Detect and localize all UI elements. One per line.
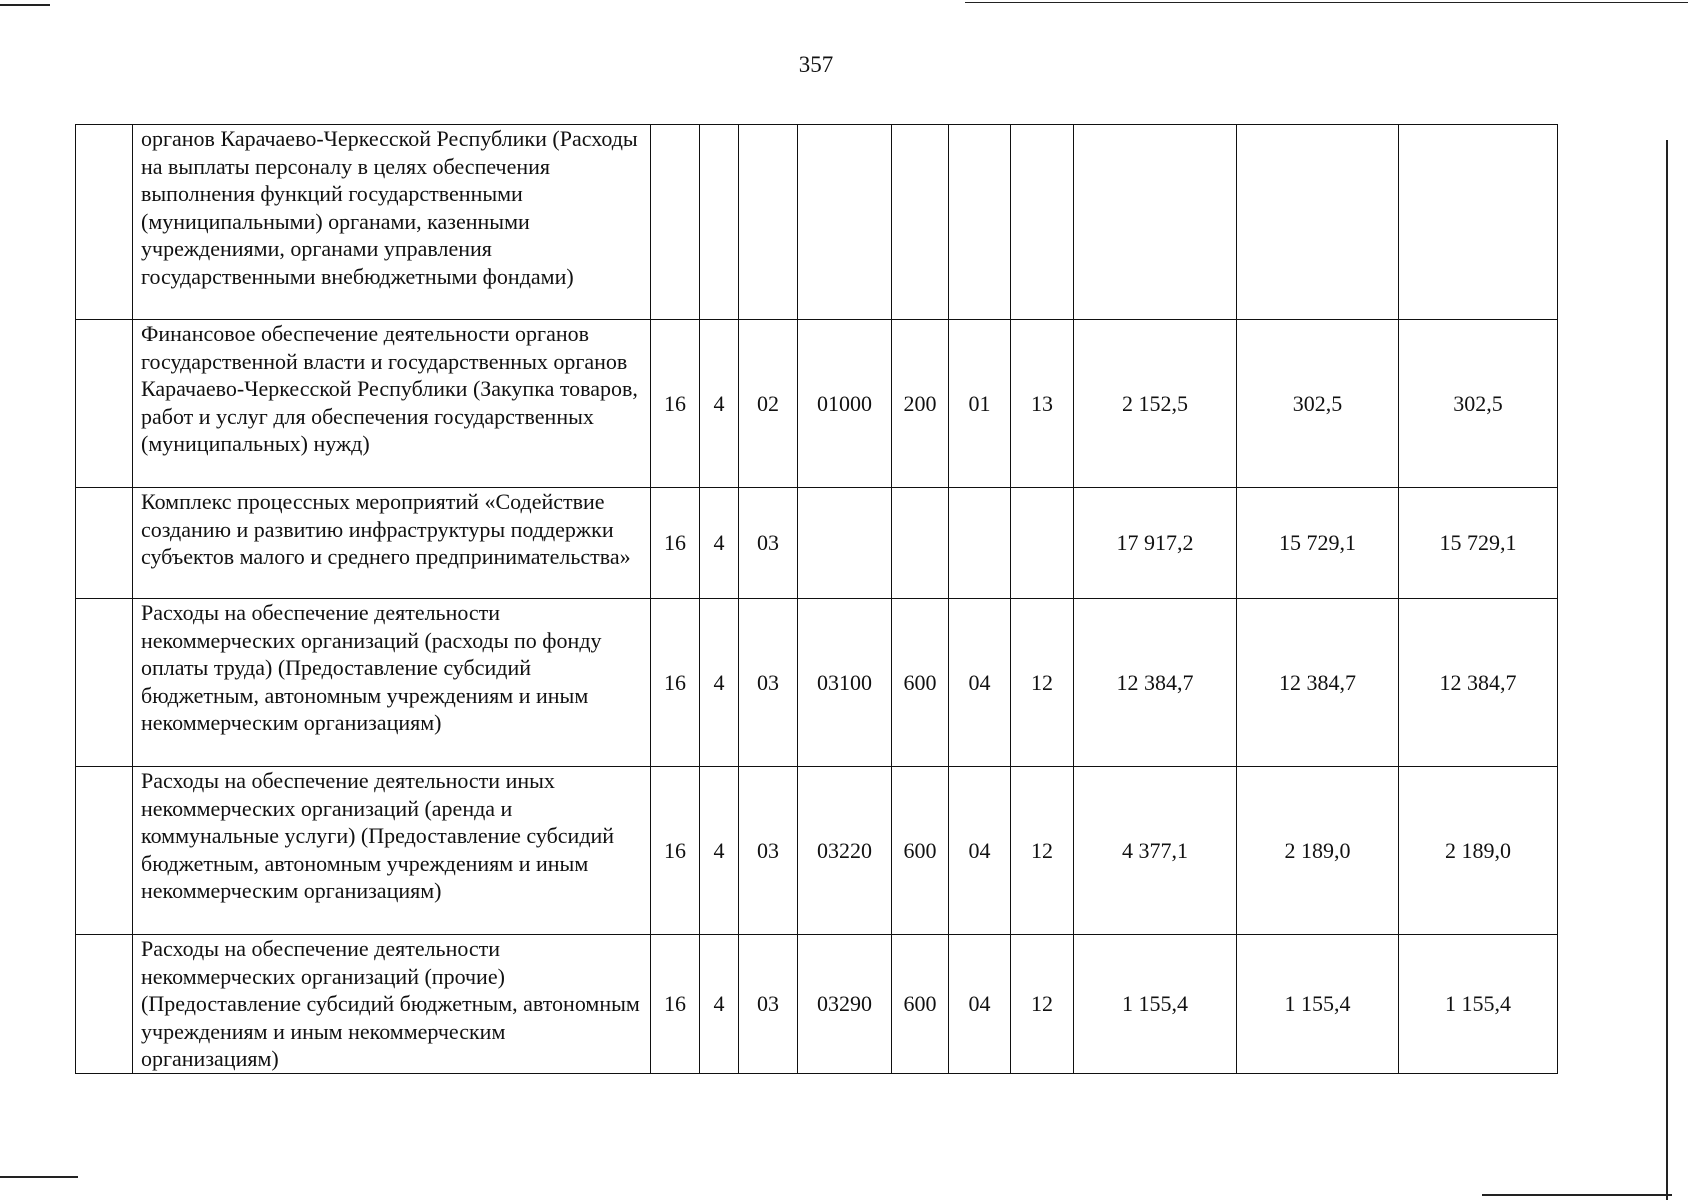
amount-2-cell: 15 729,1 bbox=[1237, 488, 1399, 599]
code-7-cell: 12 bbox=[1011, 935, 1074, 1074]
code-4-cell: 03220 bbox=[798, 767, 892, 935]
code-3-cell: 03 bbox=[739, 767, 798, 935]
code-5-cell bbox=[892, 488, 949, 599]
code-1-cell: 16 bbox=[651, 599, 700, 767]
amount-2-cell: 302,5 bbox=[1237, 320, 1399, 488]
amount-1-cell: 12 384,7 bbox=[1074, 599, 1237, 767]
description-cell: органов Карачаево-Черкесской Республики (Расходы на выплаты персоналу в целях обеспечения выполнения функций государственными (муниципальными) органами, казенными учреждениями, органами управления государственными внебюджетными фондами) bbox=[133, 125, 651, 320]
row-number-cell bbox=[76, 935, 133, 1074]
row-number-cell bbox=[76, 320, 133, 488]
amount-3-cell: 302,5 bbox=[1399, 320, 1558, 488]
budget-table bbox=[75, 124, 1558, 1074]
scan-edge-right bbox=[1666, 140, 1668, 1200]
code-2-cell: 4 bbox=[700, 320, 739, 488]
scan-edge-bottom-left bbox=[0, 1176, 78, 1178]
code-4-cell bbox=[798, 125, 892, 320]
amount-1-cell: 2 152,5 bbox=[1074, 320, 1237, 488]
amount-1-cell: 1 155,4 bbox=[1074, 935, 1237, 1074]
code-1-cell bbox=[651, 125, 700, 320]
code-1-cell: 16 bbox=[651, 935, 700, 1074]
row-number-cell bbox=[76, 488, 133, 599]
amount-3-cell: 1 155,4 bbox=[1399, 935, 1558, 1074]
table-row bbox=[76, 599, 1558, 767]
amount-2-cell: 1 155,4 bbox=[1237, 935, 1399, 1074]
code-6-cell: 04 bbox=[949, 599, 1011, 767]
description-cell: Финансовое обеспечение деятельности органов государственной власти и государственных органов Карачаево-Черкесской Республики (Закупка товаров, работ и услуг для обеспечения государственных (муниципальных) нужд) bbox=[133, 320, 651, 488]
code-7-cell bbox=[1011, 125, 1074, 320]
scan-edge-top-left bbox=[0, 4, 50, 6]
page-number: 357 bbox=[798, 52, 834, 77]
scan-edge-bottom-right bbox=[1482, 1194, 1672, 1196]
code-4-cell: 03290 bbox=[798, 935, 892, 1074]
code-3-cell bbox=[739, 125, 798, 320]
amount-1-cell: 4 377,1 bbox=[1074, 767, 1237, 935]
code-4-cell bbox=[798, 488, 892, 599]
table-row bbox=[76, 767, 1558, 935]
code-4-cell: 03100 bbox=[798, 599, 892, 767]
amount-1-cell: 17 917,2 bbox=[1074, 488, 1237, 599]
code-3-cell: 03 bbox=[739, 488, 798, 599]
scan-edge-top-right bbox=[965, 2, 1688, 3]
code-7-cell: 12 bbox=[1011, 767, 1074, 935]
code-5-cell: 600 bbox=[892, 767, 949, 935]
row-number-cell bbox=[76, 599, 133, 767]
table-row bbox=[76, 320, 1558, 488]
code-1-cell: 16 bbox=[651, 767, 700, 935]
table-row bbox=[76, 125, 1558, 320]
code-5-cell bbox=[892, 125, 949, 320]
code-2-cell bbox=[700, 125, 739, 320]
code-3-cell: 02 bbox=[739, 320, 798, 488]
code-2-cell: 4 bbox=[700, 599, 739, 767]
amount-1-cell bbox=[1074, 125, 1237, 320]
code-5-cell: 600 bbox=[892, 599, 949, 767]
code-7-cell: 13 bbox=[1011, 320, 1074, 488]
code-6-cell: 04 bbox=[949, 935, 1011, 1074]
row-number-cell bbox=[76, 125, 133, 320]
amount-3-cell: 2 189,0 bbox=[1399, 767, 1558, 935]
code-5-cell: 600 bbox=[892, 935, 949, 1074]
code-1-cell: 16 bbox=[651, 320, 700, 488]
description-cell: Расходы на обеспечение деятельности некоммерческих организаций (прочие) (Предоставление субсидий бюджетным, автономным учреждениям и иным некоммерческим организациям) bbox=[133, 935, 651, 1074]
code-3-cell: 03 bbox=[739, 599, 798, 767]
table-body bbox=[76, 125, 1558, 1074]
code-6-cell: 04 bbox=[949, 767, 1011, 935]
amount-3-cell: 12 384,7 bbox=[1399, 599, 1558, 767]
code-1-cell: 16 bbox=[651, 488, 700, 599]
description-cell: Расходы на обеспечение деятельности некоммерческих организаций (расходы по фонду оплаты труда) (Предоставление субсидий бюджетным, автономным учреждениям и иным некоммерческим организациям) bbox=[133, 599, 651, 767]
code-4-cell: 01000 bbox=[798, 320, 892, 488]
code-2-cell: 4 bbox=[700, 767, 739, 935]
row-number-cell bbox=[76, 767, 133, 935]
table-row bbox=[76, 935, 1558, 1074]
amount-2-cell: 12 384,7 bbox=[1237, 599, 1399, 767]
code-7-cell bbox=[1011, 488, 1074, 599]
amount-3-cell: 15 729,1 bbox=[1399, 488, 1558, 599]
code-6-cell: 01 bbox=[949, 320, 1011, 488]
amount-3-cell bbox=[1399, 125, 1558, 320]
amount-2-cell bbox=[1237, 125, 1399, 320]
code-7-cell: 12 bbox=[1011, 599, 1074, 767]
code-3-cell: 03 bbox=[739, 935, 798, 1074]
code-6-cell bbox=[949, 488, 1011, 599]
code-6-cell bbox=[949, 125, 1011, 320]
description-cell: Комплекс процессных мероприятий «Содействие созданию и развитию инфраструктуры поддержки субъектов малого и среднего предпринимательства» bbox=[133, 488, 651, 599]
amount-2-cell: 2 189,0 bbox=[1237, 767, 1399, 935]
code-2-cell: 4 bbox=[700, 488, 739, 599]
table-row bbox=[76, 488, 1558, 599]
code-5-cell: 200 bbox=[892, 320, 949, 488]
description-cell: Расходы на обеспечение деятельности иных некоммерческих организаций (аренда и коммунальные услуги) (Предоставление субсидий бюджетным, автономным учреждениям и иным некоммерческим организациям) bbox=[133, 767, 651, 935]
code-2-cell: 4 bbox=[700, 935, 739, 1074]
